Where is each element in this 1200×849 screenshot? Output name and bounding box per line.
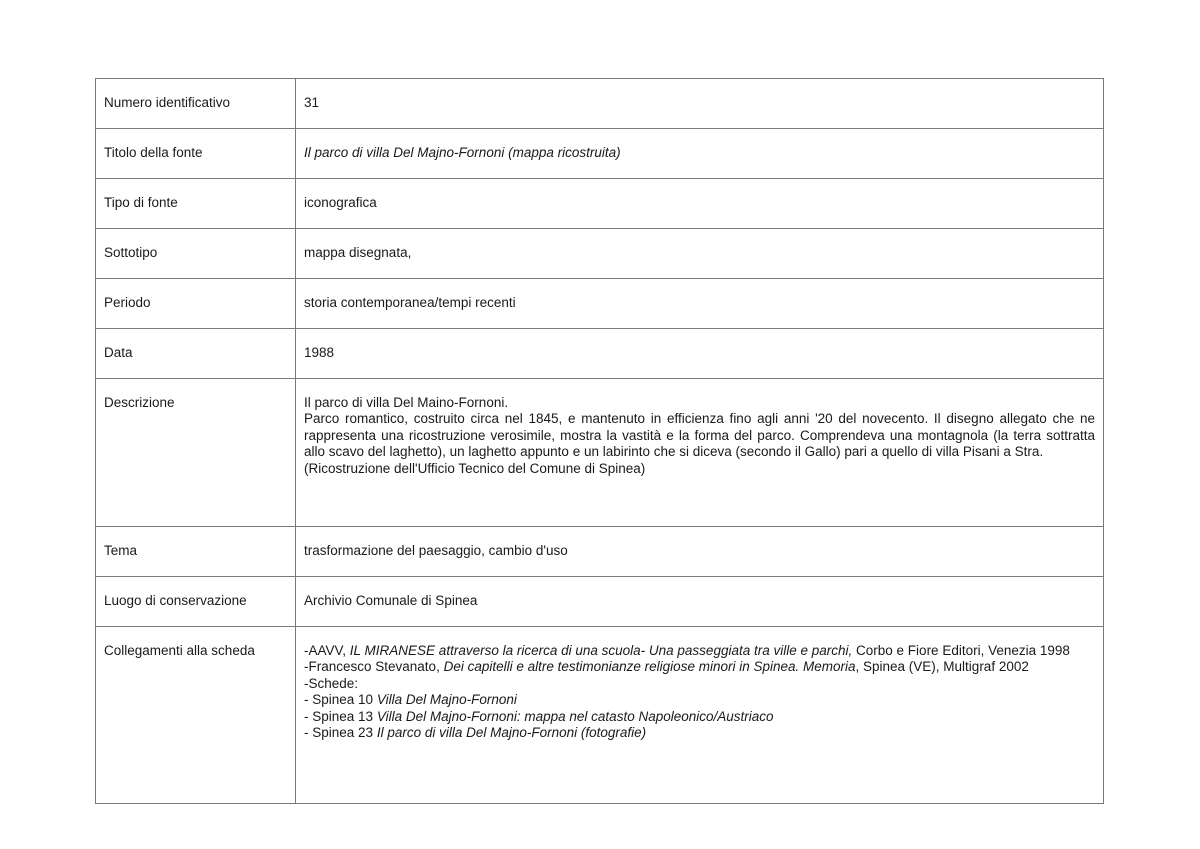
field-label: Descrizione xyxy=(96,379,296,527)
record-sheet xyxy=(95,78,1104,770)
row-sottotipo xyxy=(96,229,1104,279)
field-value: Il parco di villa Del Majno-Fornoni (mappa ricostruita) xyxy=(296,129,1104,179)
row-tema xyxy=(96,527,1104,577)
field-label: Sottotipo xyxy=(96,229,296,279)
description-line: Parco romantico, costruito circa nel 1845, e mantenuto in efficienza fino agli anni '20 del novecento. Il disegno allegato che ne rappresenta una ricostruzione verosimile, mostra la vastità e la forma del parco. Comprendeva una montagnola (la terra sottratta allo scavo del laghetto), un laghetto appunto e un labirinto che si diceva (secondo il Gallo) pari a quello di villa Pisani a Stra. xyxy=(304,411,1095,460)
field-label: Tema xyxy=(96,527,296,577)
field-value xyxy=(296,379,1104,527)
field-value: trasformazione del paesaggio, cambio d'uso xyxy=(296,527,1104,577)
ref-prefix: - Spinea 23 xyxy=(304,725,377,741)
row-collegamenti xyxy=(96,627,1104,804)
ref-suffix: , Spinea (VE), Multigraf 2002 xyxy=(855,659,1029,675)
row-periodo xyxy=(96,279,1104,329)
row-numero-identificativo xyxy=(96,79,1104,129)
reference-line xyxy=(304,725,1095,741)
ref-prefix: - Spinea 13 xyxy=(304,708,377,724)
ref-suffix: Corbo e Fiore Editori, Venezia 1998 xyxy=(852,643,1070,658)
reference-line xyxy=(304,692,1095,708)
field-value: iconografica xyxy=(296,179,1104,229)
ref-title: Il parco di villa Del Majno-Fornoni (fotografie) xyxy=(376,725,647,741)
ref-prefix: -AAVV, xyxy=(304,643,350,658)
ref-prefix: -Francesco Stevanato, xyxy=(304,659,444,675)
field-value: Archivio Comunale di Spinea xyxy=(296,577,1104,627)
field-value xyxy=(296,627,1104,804)
reference-line xyxy=(304,643,1095,659)
description-line: (Ricostruzione dell'Ufficio Tecnico del Comune di Spinea) xyxy=(304,460,646,476)
ref-title: Villa Del Majno-Fornoni: mappa nel catasto Napoleonico/Austriaco xyxy=(376,708,774,724)
reference-line xyxy=(304,659,1095,675)
row-descrizione xyxy=(96,379,1104,527)
ref-title: Villa Del Majno-Fornoni xyxy=(376,692,517,708)
field-label: Periodo xyxy=(96,279,296,329)
row-data xyxy=(96,329,1104,379)
ref-title: Dei capitelli e altre testimonianze religiose minori in Spinea. Memoria xyxy=(443,659,856,675)
row-titolo xyxy=(96,129,1104,179)
ref-title: IL MIRANESE attraverso la ricerca di una scuola- Una passeggiata tra ville e parchi, xyxy=(349,643,853,658)
field-label: Data xyxy=(96,329,296,379)
field-value: storia contemporanea/tempi recenti xyxy=(296,279,1104,329)
reference-line xyxy=(304,709,1095,725)
description-line: Il parco di villa Del Maino-Fornoni. xyxy=(304,395,509,410)
field-value: 1988 xyxy=(296,329,1104,379)
field-label: Collegamenti alla scheda xyxy=(96,627,296,804)
field-label: Titolo della fonte xyxy=(96,129,296,179)
row-tipo-fonte xyxy=(96,179,1104,229)
field-value: mappa disegnata, xyxy=(296,229,1104,279)
reference-line xyxy=(304,676,1095,692)
field-label: Tipo di fonte xyxy=(96,179,296,229)
ref-prefix: -Schede: xyxy=(304,675,359,691)
field-label: Numero identificativo xyxy=(96,79,296,129)
field-value: 31 xyxy=(296,79,1104,129)
row-luogo-conservazione xyxy=(96,577,1104,627)
ref-prefix: - Spinea 10 xyxy=(304,692,377,708)
field-label: Luogo di conservazione xyxy=(96,577,296,627)
record-table xyxy=(95,78,1104,804)
